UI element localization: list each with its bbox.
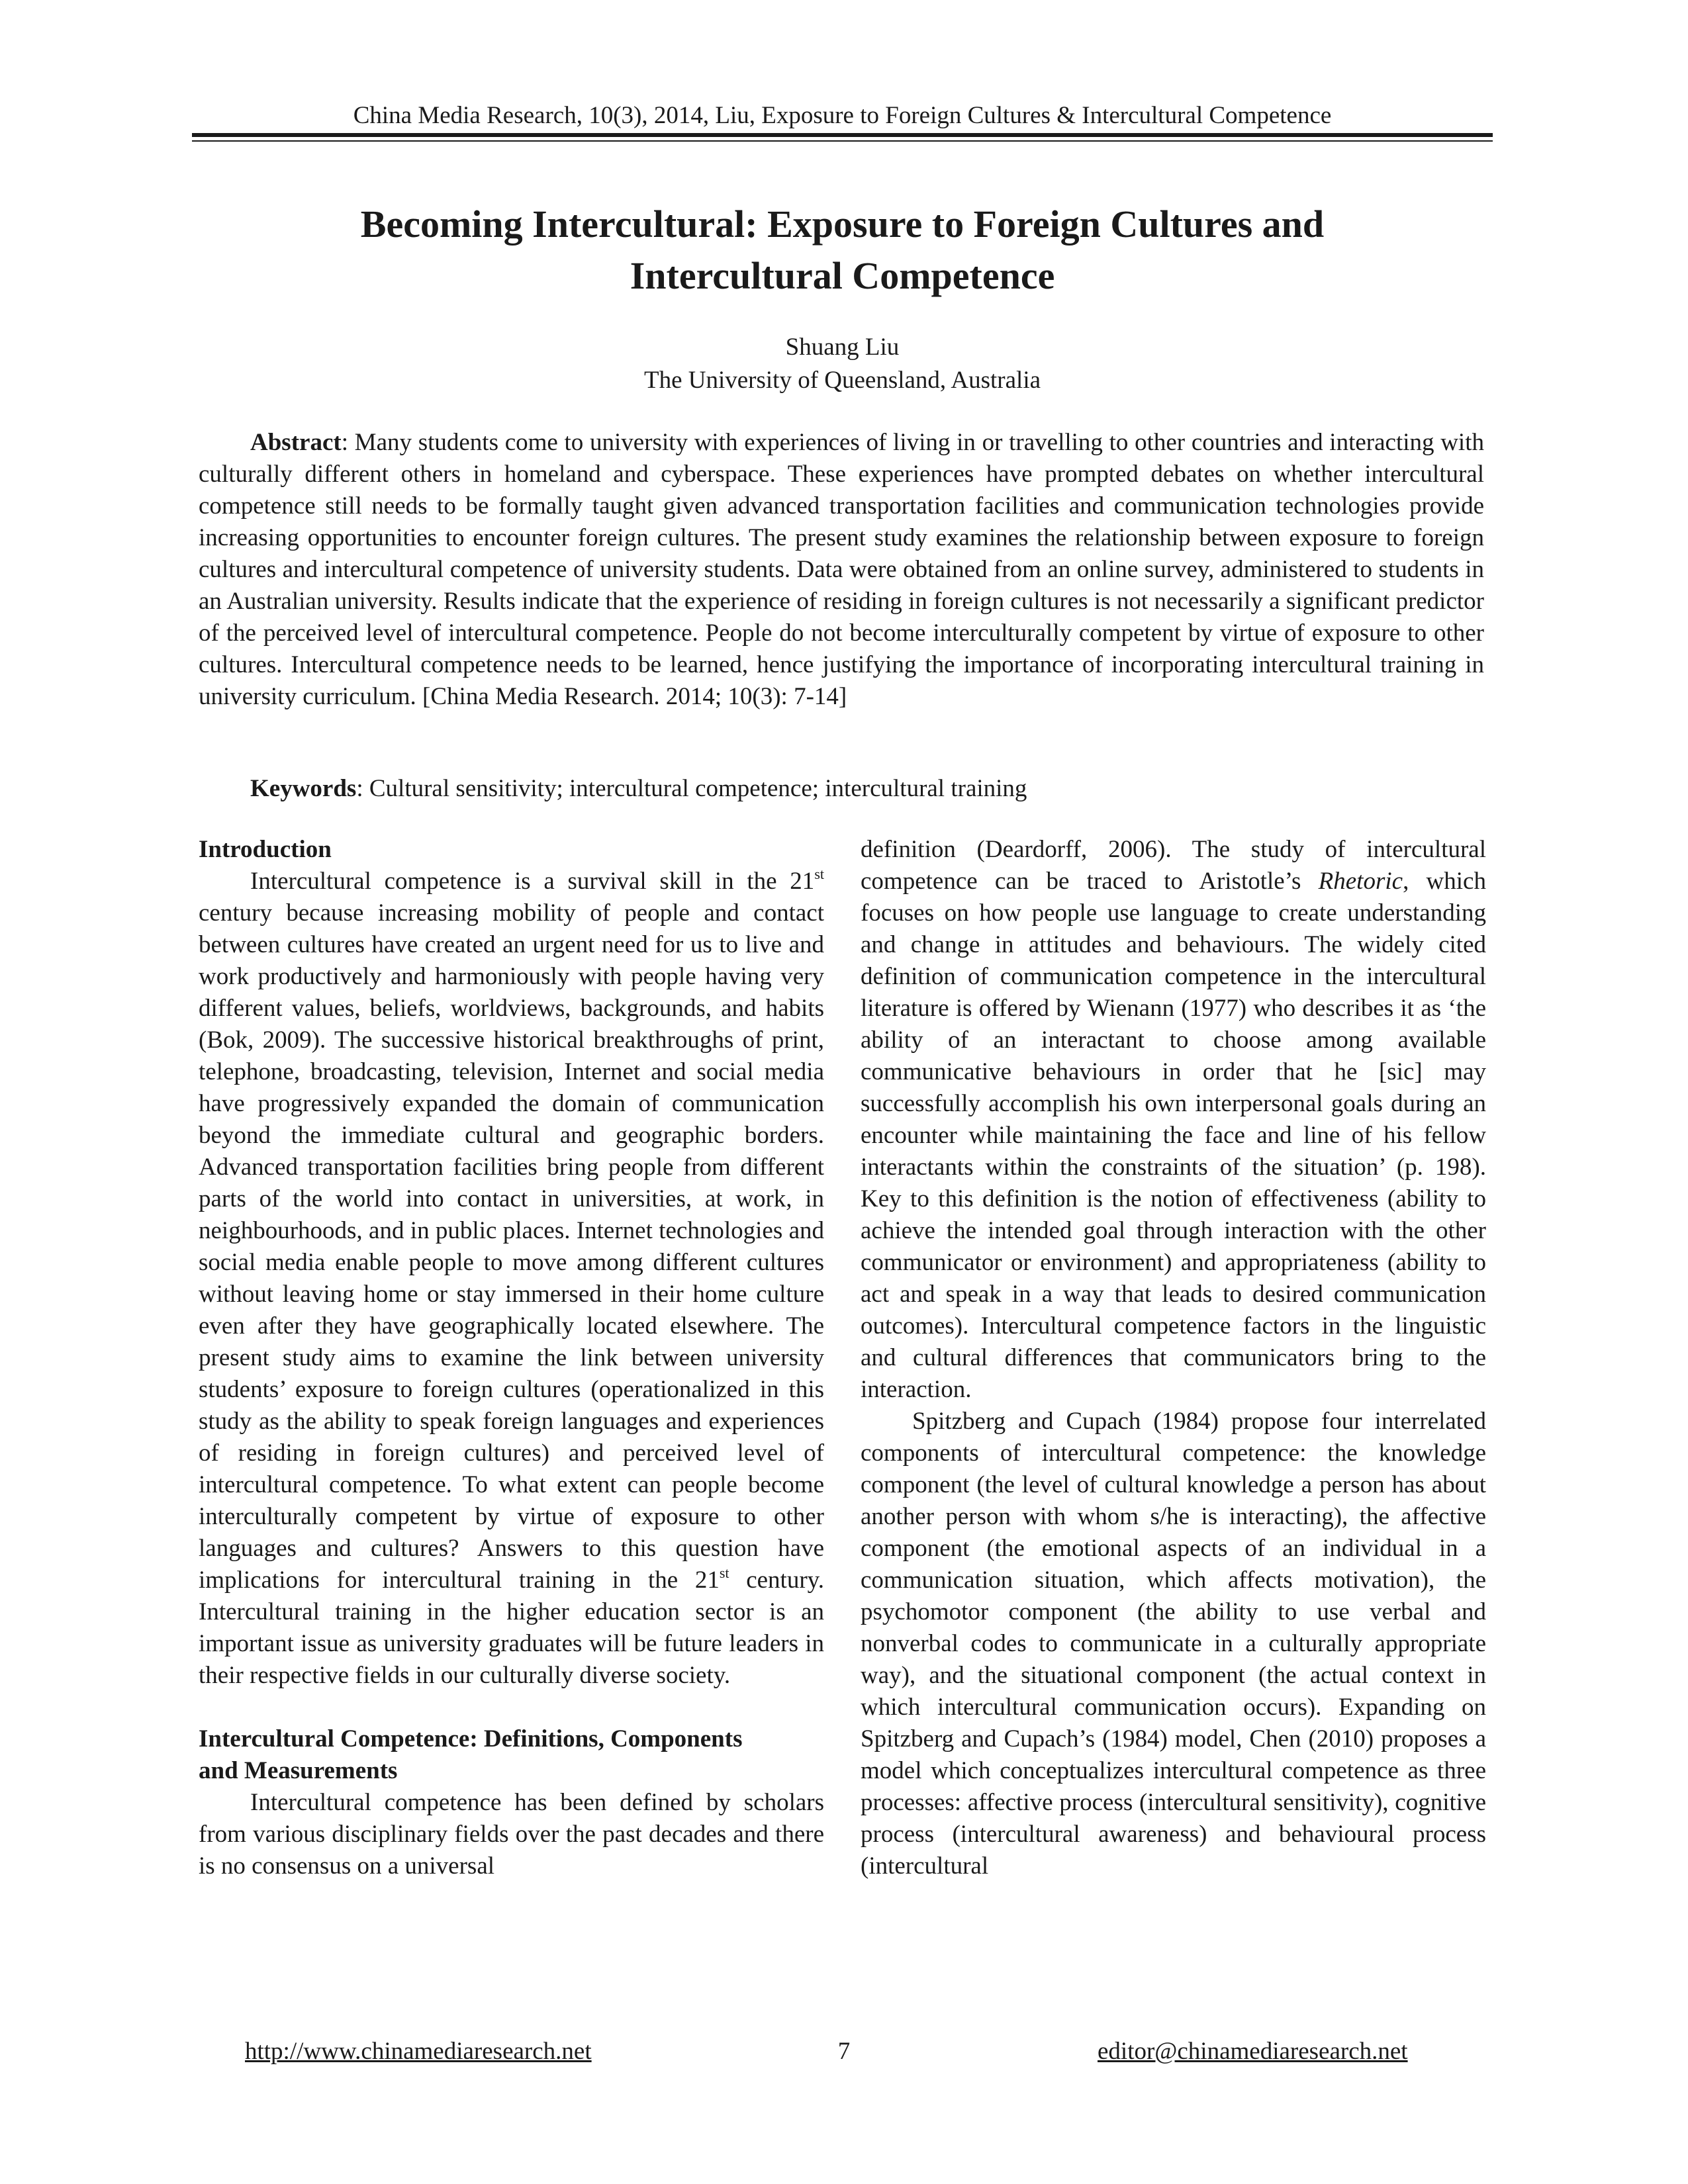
paper-title-line2: Intercultural Competence [630,254,1055,297]
section-heading-line2: and Measurements [199,1757,398,1784]
page-number: 7 [837,2038,851,2065]
definitions-paragraph: Intercultural competence has been defined by scholars from various disciplinary fields over the past decades and there is no consensus on a universal [199,1789,824,1880]
definition-paragraph-continued [861,834,1486,1406]
intro-text-a: Intercultural competence is a survival skill in the 21 [250,868,815,895]
introduction-paragraph [199,866,824,1692]
header-rule-thick [192,133,1493,137]
left-column [199,834,824,1882]
section-heading-line1: Intercultural Competence: Definitions, Components [199,1725,743,1752]
intro-text-c: century. Intercultural training in the higher education sector is an important issue as university graduates will be future leaders in their respective fields in our culturally diverse society. [199,1567,824,1689]
superscript-st: st [719,1565,729,1581]
section-spacer [199,1692,824,1723]
author-name: Shuang Liu [785,334,900,361]
abstract [199,427,1484,713]
footer-email-link[interactable]: editor@chinamediaresearch.net [1098,2038,1408,2065]
running-header: China Media Research, 10(3), 2014, Liu, Exposure to Foreign Cultures & Intercultural Competence [353,102,1332,129]
section-heading-introduction: Introduction [199,836,332,863]
keywords-text: : Cultural sensitivity; intercultural competence; intercultural training [356,775,1027,802]
author-affiliation: The University of Queensland, Australia [643,367,1041,394]
intro-text-b: century because increasing mobility of people and contact between cultures have created an urgent need for us to live and work productively and harmoniously with people having very different values, beliefs, worldviews, backgrounds, and habits (Bok, 2009). The successive historical breakthroughs of print, telephone, broadcasting, television, Internet and social media have progressively expanded the domain of communication beyond the immediate cultural and geographic borders. Advanced transportation facilities bring people from different parts of the world into contact in universities, at work, in neighbourhoods, and in public places. Internet technologies and social media enable people to move among different cultures without leaving home or stay immersed in their home culture even after they have geographically located elsewhere. The present study aims to examine the link between university students’ exposure to foreign cultures (operationalized in this study as the ability to speak foreign languages and experiences of residing in foreign cultures) and perceived level of intercultural competence. To what extent can people become interculturally competent by virtue of exposure to other languages and cultures? Answers to this question have implications for intercultural training in the 21 [199,899,824,1594]
keywords [199,773,1484,805]
rhetoric-text-b: , which focuses on how people use language to create understanding and change in attitudes and behaviours. The widely cited definition of communication competence in the intercultural literature is offered by Wienann (1977) who describes it as ‘the ability of an interactant to choose among available communicative behaviours in order that he [sic] may successfully accomplish his own interpersonal goals during an encounter while maintaining the face and line of his fellow interactants within the constraints of the situation’ (p. 198). Key to this definition is the notion of effectiveness (ability to achieve the intended goal through interaction with the other communicator or environment) and appropriateness (ability to act and speak in a way that leads to desired communication outcomes). Intercultural competence factors in the linguistic and cultural differences that communicators bring to the interaction. [861,868,1486,1403]
components-paragraph: Spitzberg and Cupach (1984) propose four interrelated components of intercultural competence: the knowledge component (the level of cultural knowledge a person has about another person with whom s/he is interacting), the affective component (the emotional aspects of an individual in a communication situation, which affects motivation), the psychomotor component (the ability to use verbal and nonverbal codes to communicate in a culturally appropriate way), and the situational component (the actual context in which intercultural communication occurs). Expanding on Spitzberg and Cupach’s (1984) model, Chen (2010) proposes a model which conceptualizes intercultural competence as three processes: affective process (intercultural sensitivity), cognitive process (intercultural awareness) and behavioural process (intercultural [861,1408,1486,1880]
right-column [861,834,1486,1882]
abstract-label: Abstract [250,429,342,456]
footer-website-link[interactable]: http://www.chinamediaresearch.net [245,2038,592,2065]
superscript-st: st [814,866,824,882]
abstract-text: : Many students come to university with experiences of living in or travelling to other countries and interacting with culturally different others in homeland and cyberspace. These experiences have prompted debates on whether intercultural competence still needs to be formally taught given advanced transportation facilities and communication technologies provide increasing opportunities to encounter foreign cultures. The present study examines the relationship between exposure to foreign cultures and intercultural competence of university students. Data were obtained from an online survey, administered to students in an Australian university. Results indicate that the experience of residing in foreign cultures is not necessarily a significant predictor of the perceived level of intercultural competence. People do not become interculturally competent by virtue of exposure to other cultures. Intercultural competence needs to be learned, hence justifying the importance of incorporating intercultural training in university curriculum. [China Media Research. 2014; 10(3): 7-14] [199,429,1484,710]
paper-title [192,199,1493,302]
section-heading-definitions [199,1723,824,1787]
rhetoric-text-a: definition (Deardorff, 2006). The study of intercultural competence can be traced to Aristotle’s [861,836,1486,895]
rhetoric-italic: Rhetoric [1318,868,1403,895]
header-rule-thin [192,140,1493,142]
paper-title-line1: Becoming Intercultural: Exposure to Foreign Cultures and [360,203,1325,246]
keywords-label: Keywords [250,775,357,802]
